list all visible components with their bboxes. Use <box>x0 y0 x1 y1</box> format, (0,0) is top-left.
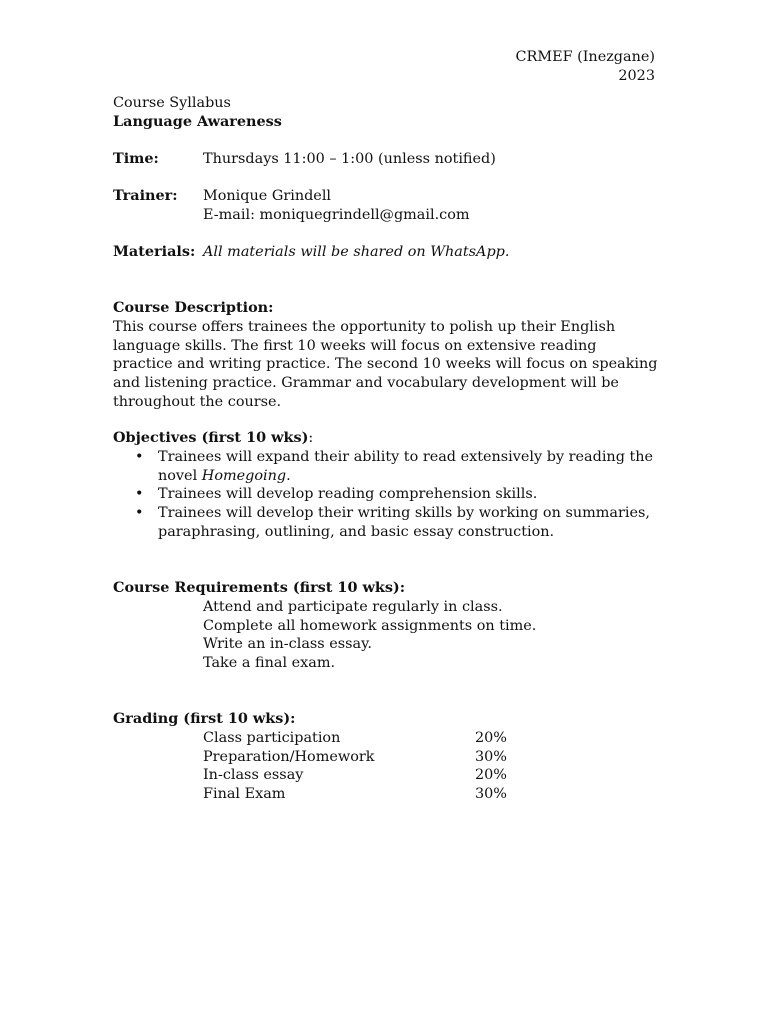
grading-component: Class participation <box>203 729 341 746</box>
objective-punctuation: . <box>286 467 291 484</box>
objective-text: Trainees will develop reading comprehension skills. <box>158 486 538 503</box>
requirements-heading: Course Requirements (first 10 wks): <box>113 579 406 596</box>
requirements-section <box>113 579 658 673</box>
objective-item <box>158 448 658 486</box>
grading-section <box>113 710 658 804</box>
course-name: Language Awareness <box>113 112 282 130</box>
grading-row <box>203 729 658 748</box>
time-label: Time: <box>113 150 159 167</box>
objective-item <box>158 504 658 542</box>
novel-title: Homegoing <box>201 467 287 484</box>
objectives-section <box>113 429 658 542</box>
objectives-heading-colon: : <box>308 430 314 446</box>
grading-percent: 30% <box>475 748 507 765</box>
grading-component: Final Exam <box>203 786 286 803</box>
objective-item <box>158 485 658 504</box>
trainer-email: E-mail: moniquegrindell@gmail.com <box>203 206 470 223</box>
objectives-list <box>113 448 658 542</box>
grading-percent: 20% <box>475 767 507 784</box>
course-description-heading: Course Description: <box>113 299 274 316</box>
course-description-text: This course offers trainees the opportunity to polish up their English language skills. The first 10 weeks will focus on extensive reading practice and writing practice. The second 10 weeks will focus on speaking and listening practice. Grammar and vocabulary development will be throughout the course. <box>113 318 658 410</box>
grading-percent: 30% <box>475 786 507 803</box>
objective-text: Trainees will develop their writing skills by working on summaries, paraphrasing, outlining, and basic essay construction. <box>158 505 650 540</box>
trainer-label: Trainer: <box>113 187 178 204</box>
course-description-section <box>113 299 658 412</box>
objectives-heading: Objectives (first 10 wks) <box>113 429 309 446</box>
trainer-name: Monique Grindell <box>203 188 332 204</box>
requirement-item: Complete all homework assignments on time. <box>203 617 537 634</box>
grading-percent: 20% <box>475 729 507 746</box>
institution-name: CRMEF (Inezgane) <box>515 49 655 65</box>
materials-label: Materials: <box>113 243 196 260</box>
materials-row <box>113 243 658 262</box>
objective-text: Trainees will expand their ability to read extensively by reading the novel <box>158 448 654 484</box>
document-year: 2023 <box>618 67 655 84</box>
time-row <box>113 150 658 169</box>
requirement-item: Attend and participate regularly in class. <box>203 598 503 615</box>
materials-value: All materials will be shared on WhatsApp. <box>203 244 510 260</box>
title-block <box>113 94 658 132</box>
document-header <box>355 48 655 86</box>
time-value: Thursdays 11:00 – 1:00 (unless notified) <box>203 151 496 167</box>
grading-row <box>203 766 658 785</box>
requirement-item: Write an in-class essay. <box>203 636 372 653</box>
grading-row <box>203 748 658 767</box>
requirement-item: Take a final exam. <box>203 655 336 672</box>
trainer-row <box>113 187 658 225</box>
grading-row <box>203 785 658 804</box>
document-type: Course Syllabus <box>113 95 231 111</box>
grading-table <box>203 729 658 804</box>
grading-heading: Grading (first 10 wks): <box>113 710 296 727</box>
grading-component: Preparation/Homework <box>203 748 375 765</box>
requirements-list <box>203 598 658 673</box>
grading-component: In-class essay <box>203 767 304 784</box>
